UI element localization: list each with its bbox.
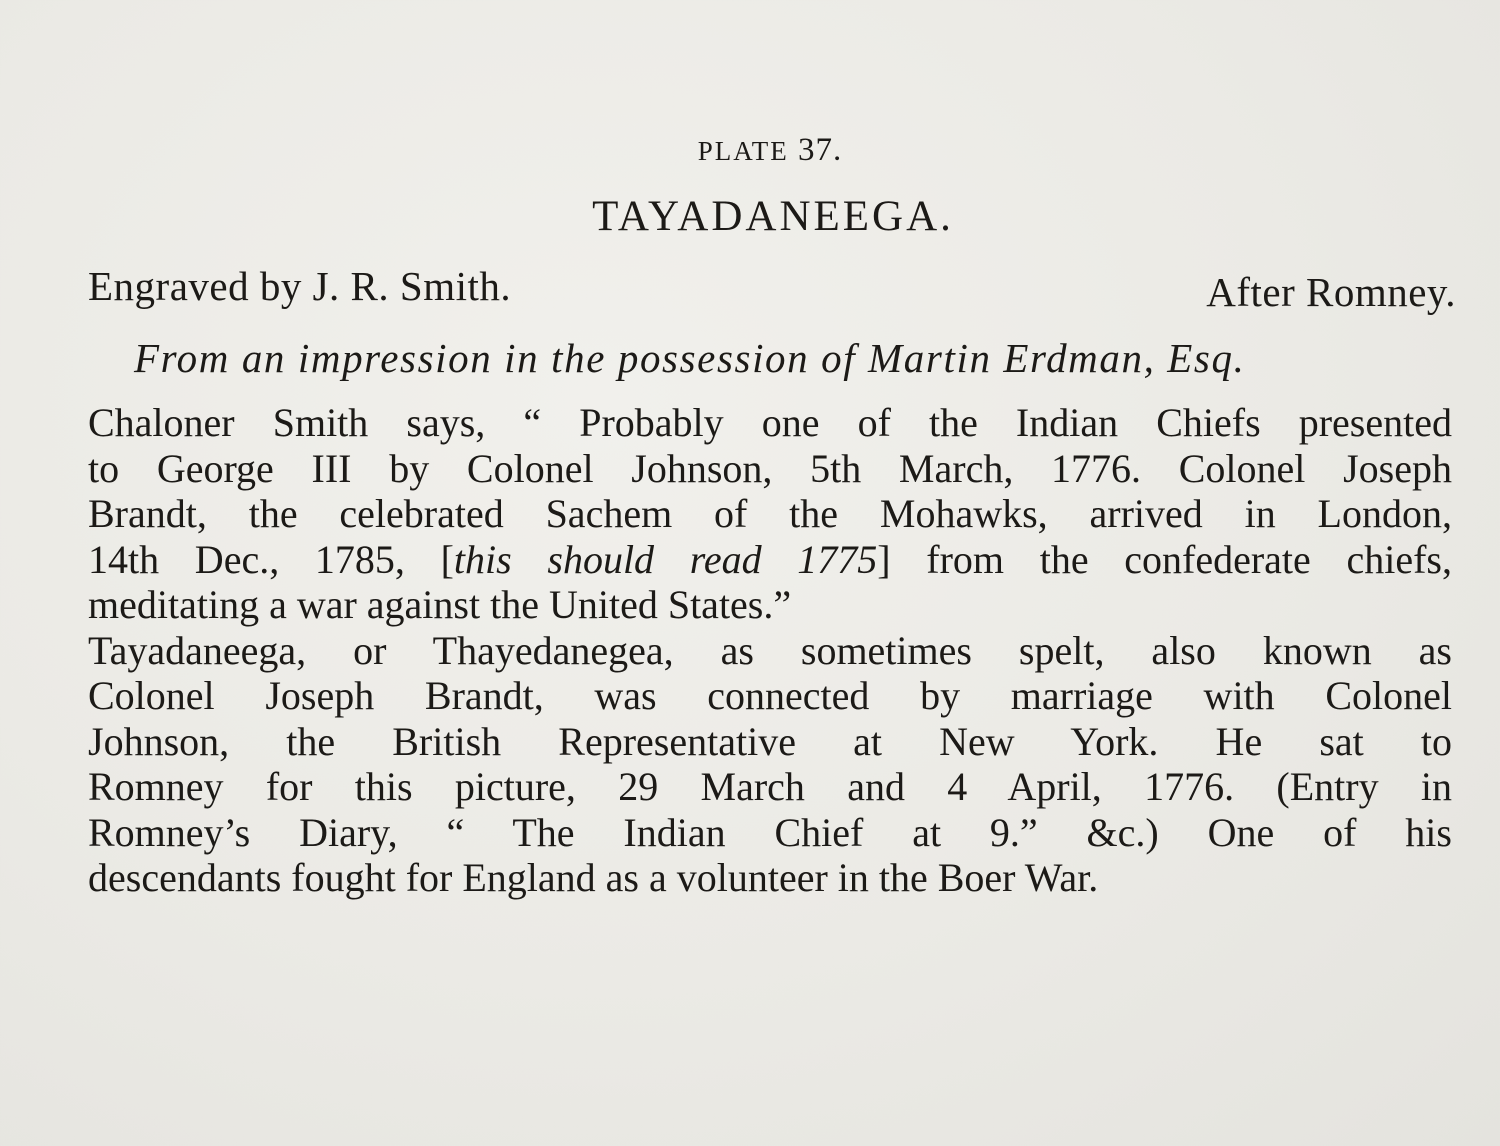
paragraph2-line6: descendants fought for England as a volunteer in the Boer War. xyxy=(88,855,1099,900)
paragraph2-line2: Colonel Joseph Brandt, was connected by marriage with Colonel xyxy=(88,673,1452,718)
plate-number: 37. xyxy=(798,132,843,168)
paragraph1-line5: meditating a war against the United States.” xyxy=(88,582,792,627)
paragraph2-line3: Johnson, the British Representative at New York. He sat to xyxy=(88,718,1452,764)
plate-number-heading xyxy=(0,132,1500,169)
paragraph2-line1: Tayadaneega, or Thayedanegea, as sometimes spelt, also known as xyxy=(88,627,1452,673)
paragraph2-line4: Romney for this picture, 29 March and 4 April, 1776. (Entry in xyxy=(88,764,1452,809)
plate-title: TAYADANEEGA. xyxy=(592,193,954,240)
paragraph1-line4-end: ] from the confederate chiefs, xyxy=(877,536,1452,582)
paragraph1-line2: to George III by Colonel Johnson, 5th March, 1776. Colonel Joseph xyxy=(88,445,1452,491)
paragraph1-line4-start: 14th Dec., 1785, [ xyxy=(88,536,454,582)
engraver-credit: Engraved by J. R. Smith. xyxy=(88,263,512,309)
provenance-note: From an impression in the possession of Martin Erdman, Esq. xyxy=(134,335,1246,381)
paragraph1-line4 xyxy=(88,537,1452,583)
paragraph1-line3: Brandt, the celebrated Sachem of the Mohawks, arrived in London, xyxy=(88,491,1452,536)
paragraph1-line1: Chaloner Smith says, “ Probably one of the Indian Chiefs presented xyxy=(88,400,1452,445)
editorial-correction: this should read 1775 xyxy=(453,536,878,582)
artist-credit: After Romney. xyxy=(1206,269,1456,315)
plate-label: PLATE xyxy=(697,136,789,166)
paragraph2-line5: Romney’s Diary, “ The Indian Chief at 9.” &c.) One of his xyxy=(88,809,1452,855)
description-text xyxy=(88,400,1452,901)
